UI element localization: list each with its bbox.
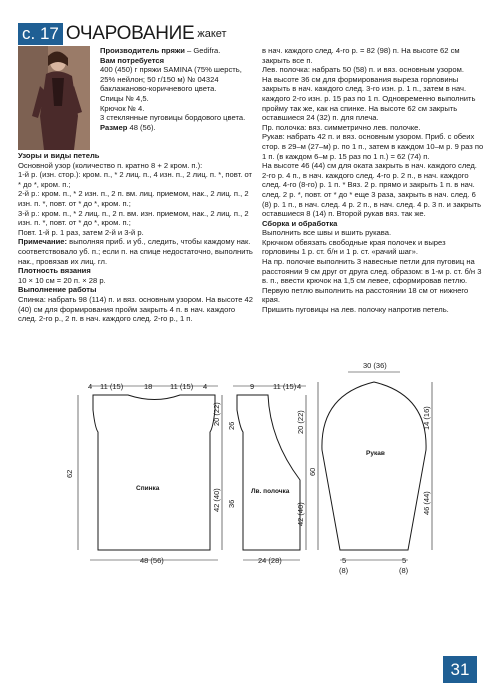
page-title: ОЧАРОВАНИЕ [65,23,195,44]
page-subtitle: жакет [197,28,227,40]
pattern-line: 2-й р.: кром. п., * 2 изн. п., 2 п. вм. лиц. приемом, нак., 2 лиц. п., 2 изн. п. *, повт. от * до *, кром. п.; [18,189,249,208]
assembly-paragraph: Выполнить все швы и вшить рукава. [262,228,392,238]
instruction-paragraph: Лев. полочка: набрать 50 (58) п. и вяз. основным узором. [262,65,464,75]
assembly-paragraph: Пришить пуговицы на лев. полочку напротив петель. [262,305,449,315]
back-top-dim: 18 [144,382,153,391]
front-upper-right-dim: 20 (22) [296,410,305,434]
assembly-title: Сборка и обработка [262,218,338,228]
front-top-dim: 9 [250,382,255,391]
patterns-title: Узоры и виды петель [18,151,100,160]
page-ref-badge: с. 17 [18,23,63,45]
needs-line: Крючок № 4. [100,103,145,113]
sleeve-length-dim: 60 [308,467,317,476]
back-upper-dim: 20 (22) [212,402,221,426]
back-bottom-dim: 48 (56) [140,556,164,565]
size-label: Размер [100,122,128,132]
needs-line: 3 стеклянные пуговицы бордового цвета. [100,113,246,123]
back-top-dim: 11 (15) [170,382,194,391]
front-upper-left-dim: 26 [227,421,236,430]
back-piece-label: Спинка [136,485,160,492]
back-top-dim: 4 [203,382,208,391]
density-title: Плотность вязания [18,266,91,276]
front-lower-left-dim: 36 [227,499,236,508]
sleeve-cuff-right-alt-dim: (8) [399,566,409,575]
sleeve-cap-dim: 14 (16) [422,406,431,430]
size-value: 48 (56). [127,122,156,132]
manufacturer-label: Производитель пряжи [100,46,185,55]
back-top-dim: 11 (15) [100,382,124,391]
back-outline [93,395,215,550]
needs-title: Вам потребуется [100,55,165,65]
back-top-dim: 4 [88,382,93,391]
sleeve-cuff-left-alt-dim: (8) [339,566,349,575]
front-top-dim: 4 [297,382,302,391]
instruction-paragraph: На высоте 36 см для формирования выреза горловины закрыть в нач. каждого след. 3-го изн. р. 1 п., затем в нач. каждого 2-го изн. р. 15 раз по 1 п. Одновременно выполнить пройму так же, как на спинке. На высоте 62 см закрыть оставшиеся 24 (32) п. для плеча. [262,74,476,123]
assembly-paragraph: На пр. полочке выполнить 3 навесные петли для пуговиц на расстоянии 9 см друг от друга след. образом: в 1-м р. ст. б/н 3 в. п., ввести крючок на 1,5 см левее, сформировав петлю. Первую петлю выполнить на расстоянии 18 см от нижнего края. [262,257,482,305]
front-bottom-dim: 24 (28) [258,556,282,565]
sleeve-outline [322,382,426,550]
back-height-dim: 62 [65,469,74,478]
pattern-line: Основной узор (количество п. кратно 8 + 2 кром. п.): [18,160,203,170]
back-lower-dim: 42 (40) [212,488,221,512]
note-label: Примечание: [18,237,68,247]
note-text: выполняя приб. и уб., следить, чтобы каждому нак. соответствовало уб. п.; если п. на спице недостаточно, выполнить нак., провязав их лиц. гл. [18,237,253,266]
sleeve-top-dim: 30 (36) [363,361,387,370]
instruction-paragraph: Пр. полочка: вяз. симметрично лев. полочке. [262,122,421,132]
front-lower-right-dim: 42 (40) [296,502,305,526]
front-outline [237,395,300,550]
front-piece-label: Лв. полочка [251,488,290,495]
work-text: Спинка: набрать 98 (114) п. и вяз. основным узором. На высоте 42 (40) см для формирования пройм закрыть 4 п. в нач. каждого след. 2-го р., 2 п. в нач. каждого след. 2-го р., 1 п. [18,294,254,324]
sleeve-piece-label: Рукав [366,450,385,457]
manufacturer-value: – Gedifra. [184,46,221,55]
needs-line: 400 (450) г пряжи SAMINA (75% шерсть, 25% нейлон; 50 г/150 м) № 04324 баклажаново-коричневого цвета. [100,65,242,94]
pattern-line: 1-й р. (изн. стор.): кром. п., * 2 лиц. п., 4 изн. п., 2 лиц. п. *, повт. от * до *, кром. п.; [18,170,253,189]
front-top-dim: 11 (15) [273,382,297,391]
instruction-paragraph: в нач. каждого след. 4-го р. = 82 (98) п. На высоте 62 см закрыть все п. [262,46,460,65]
sleeve-lower-dim: 46 (44) [422,491,431,515]
instruction-paragraph: На высоте 46 (44) см для оката закрыть в нач. каждого след. 2-го р. 4 п., в нач. каждого след. 4-го р. 2 п., в нач. каждого след. 4-го (8-го) р. 1 п. * Вяз. 2 р. прямо и закрыть 1 п. в нач. след. 2 р. *, повт. от * до * еще 3 раза, закрыть в нач. след. 6 (8) р. 1 п., в нач. след. 4 р. 2 п., в нач. след. 4 р. 3 п. и закрыть оставшиеся 8 (14) п. Второй рукав вяз. так же. [262,161,482,219]
pattern-line: 3-й р.: кром. п., * 2 лиц. п., 2 п. вм. изн. приемом, нак., 2 лиц. п., 2 изн. п. *, повт. от * до *, кром. п.; [18,208,249,228]
work-title: Выполнение работы [18,285,97,295]
assembly-paragraph: Крючком обвязать свободные края полочек и вырез горловины 1 р. ст. б/н и 1 р. ст. «рачий шаг». [262,237,446,257]
page-number: 31 [443,656,477,683]
needs-line: Спицы № 4,5. [100,93,149,103]
sleeve-cuff-right-dim: 5 [402,556,407,565]
density-text: 10 × 10 см = 20 п. × 28 р. [18,275,106,285]
sleeve-cuff-left-dim: 5 [342,556,347,565]
pattern-line: Повт. 1-й р. 1 раз, затем 2-й и 3-й р. [18,227,144,237]
instruction-paragraph: Рукав: набрать 42 п. и вяз. основным узором. Приб. с обеих стор. в 29–м (27–м) р. по 1 п., затем в каждом 10–м р. 9 раз по 1 п. (в каждом 6–м р. 15 раз по 1 п.) = 62 (74) п. [262,132,484,161]
